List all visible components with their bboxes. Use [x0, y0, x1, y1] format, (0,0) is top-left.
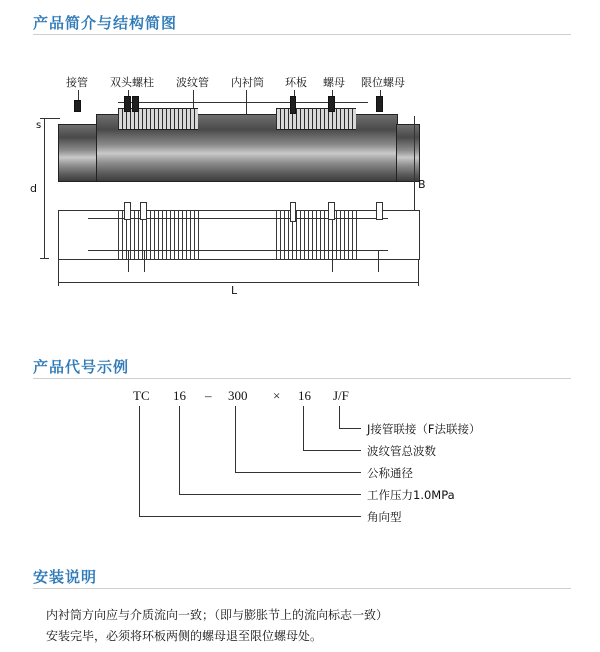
stud-drop-left-2 [144, 250, 145, 272]
code-token-dash: – [205, 388, 212, 403]
nut-upper-right [328, 96, 335, 112]
limit-nut-lower-left [140, 202, 147, 220]
code-token-16-pressure: 16 [173, 388, 186, 403]
code-desc-type: 角向型 [367, 510, 402, 524]
code-desc-dn: 公称通径 [367, 466, 413, 480]
install-note-line-1: 内衬筒方向应与介质流向一致；（即与膨胀节上的流向标志一致） [46, 608, 389, 622]
dimension-L-line [58, 282, 418, 283]
nut-upper-left [124, 96, 131, 112]
code-branch-type [139, 516, 361, 517]
code-leader-tc [139, 406, 140, 516]
code-token-16-waves: 16 [298, 388, 311, 403]
divider-2 [33, 378, 571, 379]
nut-lower-left [124, 202, 131, 220]
callout-label-bowenguan: 波纹管 [176, 76, 209, 89]
code-desc-pressure: 工作压力1.0MPa [367, 488, 455, 502]
dimension-d-line [44, 118, 45, 258]
code-leader-waves [303, 406, 304, 450]
divider-3 [33, 588, 571, 589]
right-pipe-body [396, 124, 420, 182]
code-token-times: × [273, 388, 281, 403]
dimension-d: d [30, 182, 37, 195]
dimension-B: B [418, 178, 426, 191]
code-token-300: 300 [228, 388, 248, 403]
callout-label-luomu: 螺母 [323, 76, 345, 89]
code-token-tc: TC [133, 388, 150, 403]
code-desc-waves: 波纹管总波数 [367, 444, 436, 458]
dimension-L: L [231, 284, 238, 297]
section-title-structure: 产品简介与结构简图 [33, 14, 178, 32]
nut-lower-right [328, 202, 335, 220]
limit-nut-upper-left [132, 96, 139, 112]
dimension-d-tick-top [40, 118, 49, 119]
stud-rod-lower-top [88, 218, 388, 219]
callout-label-xianweiluomu: 限位螺母 [361, 76, 405, 89]
code-token-jf: J/F [333, 388, 349, 403]
bellows-upper-right [276, 108, 356, 130]
code-leader-joint [339, 406, 340, 428]
limit-nut-lower-right [376, 202, 383, 220]
code-desc-joint: J接管联接（F法联接） [367, 422, 481, 436]
stud-drop-right-2 [378, 250, 379, 272]
left-pipe-body [58, 124, 98, 182]
dimension-s: s [36, 120, 42, 131]
section-title-code: 产品代号示例 [33, 358, 130, 376]
limit-nut-upper-right [376, 96, 383, 112]
ring-plate-lower [290, 202, 296, 222]
code-leader-dn [235, 406, 236, 472]
bolt-upper-far-left [74, 100, 81, 112]
stud-drop-right [332, 250, 333, 272]
product-code-diagram [33, 380, 568, 540]
stud-rod-lower-bottom [88, 250, 388, 251]
divider-1 [33, 34, 571, 35]
section-title-install: 安装说明 [33, 568, 98, 586]
callout-label-shuangtouluozhu: 双头螺柱 [110, 76, 154, 89]
code-branch-joint [339, 428, 361, 429]
dimension-d-tick-bottom [40, 258, 49, 259]
callout-label-jieguan: 接管 [66, 76, 88, 89]
install-note-line-2: 安装完毕，必须将环板两侧的螺母退至限位螺母处。 [46, 629, 323, 643]
callout-label-huanban: 环板 [285, 76, 307, 89]
ring-plate-upper [290, 96, 296, 114]
callout-label-neichentong: 内衬筒 [231, 76, 264, 89]
code-branch-waves [303, 450, 361, 451]
code-branch-pressure [179, 494, 361, 495]
structure-diagram [28, 60, 573, 305]
dimension-L-tick-right [418, 260, 419, 286]
stud-drop-left [128, 250, 129, 272]
code-branch-dn [235, 472, 361, 473]
code-leader-pressure [179, 406, 180, 494]
